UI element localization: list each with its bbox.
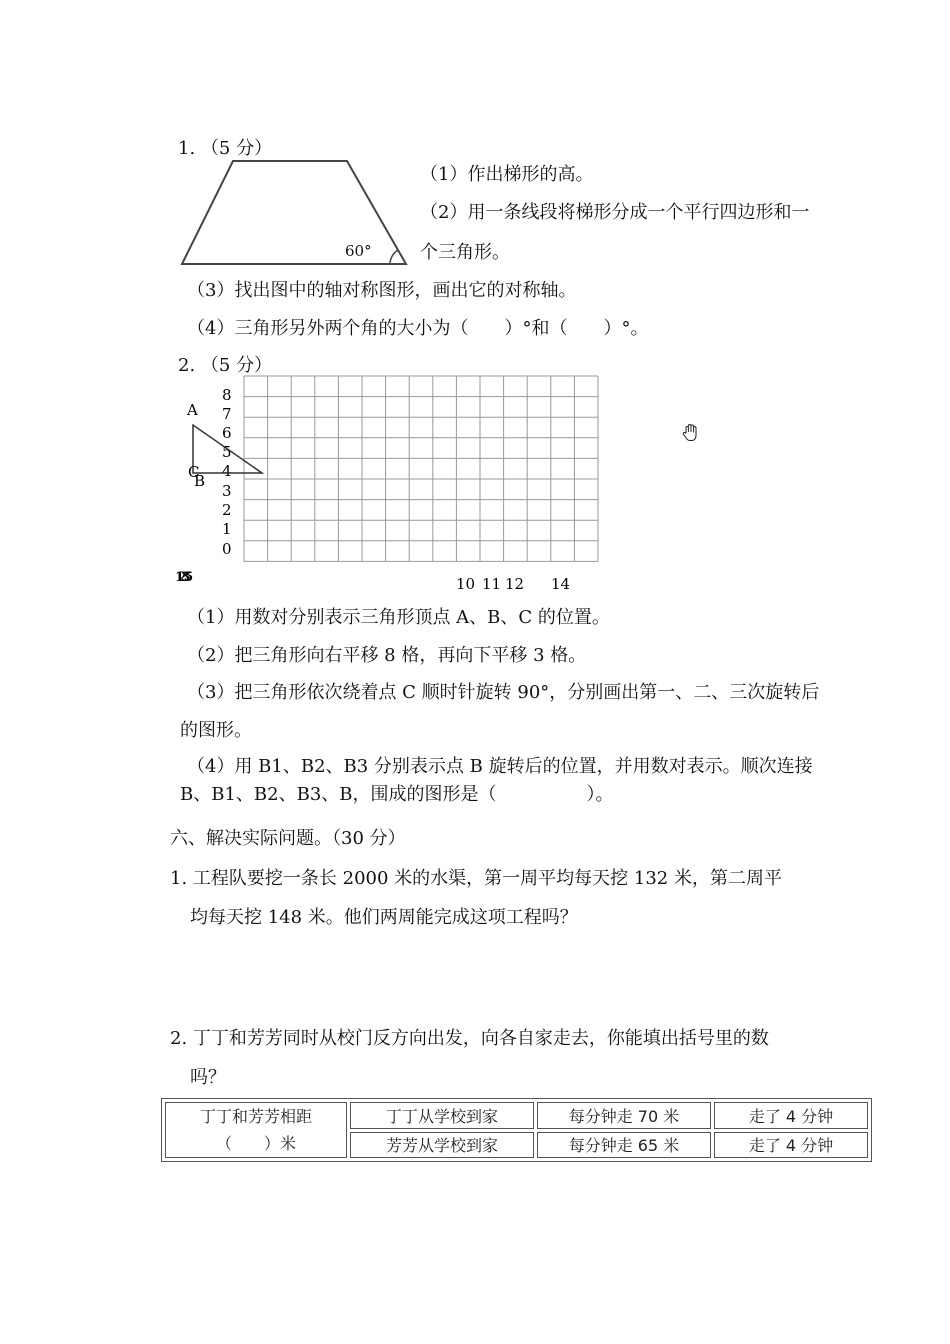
q2-item4-cont: B、B1、B2、B3、B，围成的图形是（ ）。 [180, 784, 614, 805]
section6-title: 六、解决实际问题。（30 分） [170, 828, 406, 849]
distance-label: 丁丁和芳芳相距 [199, 1107, 312, 1126]
point-label-a: A [187, 401, 198, 419]
distance-cell [165, 1102, 347, 1158]
y-tick: 0 [222, 540, 232, 558]
x-tick: 12 [505, 575, 525, 593]
q2-item3: （3）把三角形依次绕着点 C 顺时针旋转 90°，分别画出第一、二、三次旋转后 [187, 682, 820, 703]
y-tick: 2 [222, 501, 232, 519]
distance-blank: （ ）米 [215, 1134, 296, 1153]
point-label-c: C [188, 463, 200, 481]
table-cell: 走了 4 分钟 [714, 1102, 868, 1129]
y-tick: 1 [222, 520, 232, 538]
hand-cursor-icon [681, 423, 701, 443]
q2-item2: （2）把三角形向右平移 8 格，再向下平移 3 格。 [187, 645, 587, 666]
y-tick: 8 [222, 386, 232, 404]
q1-header: 1. （5 分） [178, 138, 273, 159]
q2-item4: （4）用 B1、B2、B3 分别表示点 B 旋转后的位置，并用数对表示。顺次连接 [187, 756, 813, 777]
walking-table [161, 1098, 872, 1162]
point-label-b: B [194, 472, 206, 490]
trapezoid-figure [176, 155, 416, 270]
angle-label: 60° [345, 242, 372, 260]
x-tick: 14 [551, 575, 571, 593]
y-tick: 7 [222, 405, 232, 423]
table-cell: 走了 4 分钟 [714, 1132, 868, 1159]
table-cell: 丁丁从学校到家 [350, 1102, 534, 1129]
q2-item1: （1）用数对分别表示三角形顶点 A、B、C 的位置。 [187, 607, 610, 628]
q1-item1: （1）作出梯形的高。 [420, 164, 594, 185]
problem1-line1: 1. 工程队要挖一条长 2000 米的水渠，第一周平均每天挖 132 米，第二周平 [170, 868, 782, 889]
q1-item4: （4）三角形另外两个角的大小为（ ）°和（ ）°。 [187, 318, 649, 339]
table-row [165, 1102, 868, 1129]
q1-item2: （2）用一条线段将梯形分成一个平行四边形和一 [420, 202, 810, 223]
y-axis-labels [222, 386, 232, 558]
q2-item3-cont: 的图形。 [180, 720, 252, 741]
grid-figure [170, 372, 610, 602]
problem2-line2: 吗？ [190, 1067, 226, 1088]
table-cell: 每分钟走 70 米 [537, 1102, 711, 1129]
problem1-line2: 均每天挖 148 米。他们两周能完成这项工程吗？ [190, 907, 578, 928]
table-cell: 每分钟走 65 米 [537, 1132, 711, 1159]
q1-item2-cont: 个三角形。 [420, 242, 510, 263]
problem2-line1: 2. 丁丁和芳芳同时从校门反方向出发，向各自家走去，你能填出括号里的数 [170, 1028, 769, 1049]
x-tick: 10 [456, 575, 476, 593]
q2-header: 2. （5 分） [178, 355, 273, 376]
overlapped-axis-marks: 1235 [175, 570, 188, 585]
coordinate-grid [244, 376, 598, 561]
y-tick: 3 [222, 482, 232, 500]
table-cell: 芳芳从学校到家 [350, 1132, 534, 1159]
y-tick: 4 [222, 462, 232, 480]
y-tick: 5 [222, 443, 232, 461]
x-tick: 11 [482, 575, 502, 593]
y-tick: 6 [222, 424, 232, 442]
q1-item3: （3）找出图中的轴对称图形，画出它的对称轴。 [187, 280, 577, 301]
